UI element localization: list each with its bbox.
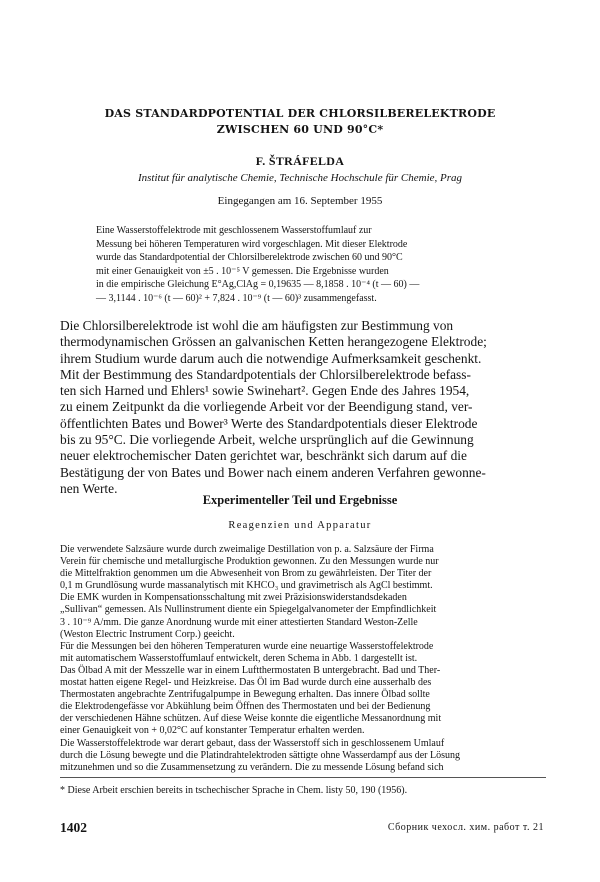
body-line: mitzunehmen und so die Zusammensetzung zu verändern. Die zu messende Lösung befand sich bbox=[60, 761, 444, 773]
body-line: Die EMK wurden in Kompensationsschaltung mit zwei Präzisionswiderstandsdekaden bbox=[60, 592, 407, 604]
abstract bbox=[96, 224, 520, 306]
title-line-1: DAS STANDARDPOTENTIAL DER CHLORSILBERELEKTRODE bbox=[104, 107, 496, 120]
intro-line: ten sich Harned und Ehlers¹ sowie Swinehart². Gegen Ende des Jahres 1954, bbox=[60, 383, 470, 399]
body-line: Thermostaten angebrachte Zentrifugalpumpe in Bewegung erhalten. Das innere Ölbad sollte bbox=[60, 689, 430, 701]
page-number: 1402 bbox=[60, 820, 87, 835]
intro-line: Die Chlorsilberelektrode ist wohl die am häufigsten zur Bestimmung von bbox=[60, 318, 454, 333]
body-line: (Weston Electric Instrument Corp.) geeicht. bbox=[60, 628, 235, 640]
body-line: mit automatischem Wasserstoffumlauf entwickelt, deren Schema in Abb. 1 dargestellt ist. bbox=[60, 652, 418, 664]
intro-line: ihrem Studium wurde darum auch die notwendige Aufmerksamkeit geschenkt. bbox=[60, 350, 482, 366]
abstract-line: Messung bei höheren Temperaturen wird vorgeschlagen. Mit dieser Elektrode bbox=[96, 238, 408, 250]
abstract-line: — 3,1144 . 10⁻⁶ (t — 60)² + 7,824 . 10⁻⁹ (t — 60)³ zusammengefasst. bbox=[96, 292, 377, 304]
body-line: die Mittelfraktion genommen um die Abwesenheit von Brom zu gewährleisten. Der Titer der bbox=[60, 568, 432, 580]
intro-line: nen Werte. bbox=[60, 480, 118, 496]
body-line: 3 . 10⁻⁹ A/mm. Die ganze Anordnung wurde mit einer attestierten Standard Weston-Zelle bbox=[60, 616, 418, 628]
body-line: „Sullivan“ gemessen. Als Nullinstrument diente ein Spiegelgalvanometer der Empfindlichkeit bbox=[60, 604, 437, 616]
body-line: 0,1 m Grundlösung wurde massanalytisch mit KHCO₃ und gravimetrisch als AgCl bestimmt. bbox=[60, 580, 433, 592]
body-line: Für die Messungen bei den höheren Temperaturen wurde eine neuartige Wasserstoffelektrode bbox=[60, 640, 434, 652]
affiliation: Institut für analytische Chemie, Technische Hochschule für Chemie, Prag bbox=[137, 172, 463, 184]
abstract-line: mit einer Genauigkeit von ±5 . 10⁻⁵ V gemessen. Die Ergebnisse wurden bbox=[96, 265, 389, 277]
body-line: Die Wasserstoffelektrode war derart gebaut, dass der Wasserstoff sich in geschlossenem Umlauf bbox=[60, 737, 445, 749]
journal-reference: Сборник чехосл. хим. работ т. 21 bbox=[387, 822, 544, 833]
body-line: mostat hatten eigene Regel- und Heizkreise. Das Öl im Bad wurde durch eine ausserhalb des bbox=[60, 677, 432, 689]
intro-line: Bestätigung der von Bates und Bower nach einem anderen Verfahren gewonne- bbox=[60, 464, 486, 480]
section-title: Experimenteller Teil und Ergebnisse bbox=[202, 493, 398, 507]
intro-line: zu einem Zeitpunkt da die vorliegende Arbeit vor der Beendigung stand, ver- bbox=[60, 399, 473, 415]
body-line: Verein für chemische und metallurgische Produktion gewonnen. Zu den Messungen wurde nur bbox=[60, 556, 439, 568]
footnote: * Diese Arbeit erschien bereits in tschechischer Sprache in Chem. listy 50, 190 (1956). bbox=[60, 785, 408, 796]
body-line: die Elektrodengefässe vor Abkühlung beim Öffnen des Thermostaten und bei der Bedienung bbox=[60, 701, 431, 713]
body-line: Die verwendete Salzsäure wurde durch zweimalige Destillation von p. a. Salzsäure der Firma bbox=[60, 544, 434, 555]
body-line: einer Genauigkeit von + 0,02°C auf konstanter Temperatur erhalten werden. bbox=[60, 725, 365, 737]
abstract-line: in die empirische Gleichung E°Ag,ClAg = 0,19635 — 8,1858 . 10⁻⁴ (t — 60) — bbox=[96, 279, 420, 291]
received-date: Eingegangen am 16. September 1955 bbox=[217, 195, 383, 207]
subsection-title: Reagenzien und Apparatur bbox=[228, 520, 372, 531]
body-text bbox=[60, 544, 548, 774]
intro-line: thermodynamischen Grössen an galvanischen Ketten herangezogene Elektrode; bbox=[60, 334, 487, 350]
intro-line: öffentlichten Bates und Bower³ Werte des Standardpotentials dieser Elektrode bbox=[60, 415, 478, 431]
intro-line: Mit der Bestimmung des Standardpotentials der Chlorsilberelektrode befass- bbox=[60, 366, 471, 382]
abstract-line: wurde das Standardpotential der Chlorsilberelektrode zwischen 60 und 90°C bbox=[96, 252, 403, 264]
intro-line: neuer elektrochemischer Daten gerichtet war, beschränkt sich darum auf die bbox=[60, 448, 467, 464]
title-line-2: ZWISCHEN 60 UND 90°C* bbox=[216, 123, 384, 136]
body-line: Das Ölbad A mit der Messzelle war in einem Luftthermostaten B untergebracht. Bad und Ther- bbox=[60, 664, 441, 676]
body-line: durch die Lösung bewegte und die Platindrahtelektroden sättigte ohne Wasserdampf aus der Lösung bbox=[60, 749, 461, 761]
body-line: der verschiedenen Hähne schützen. Auf diese Weise konnte die eigentliche Messanordnung mit bbox=[60, 713, 442, 725]
intro-line: bis zu 95°C. Die vorliegende Arbeit, welche ursprünglich auf die Gewinnung bbox=[60, 432, 474, 448]
abstract-line: Eine Wasserstoffelektrode mit geschlossenem Wasserstoffumlauf zur bbox=[96, 225, 372, 236]
introduction bbox=[60, 318, 544, 497]
footnote-rule bbox=[60, 777, 546, 778]
author: F. ŠTRÁFELDA bbox=[255, 154, 345, 168]
